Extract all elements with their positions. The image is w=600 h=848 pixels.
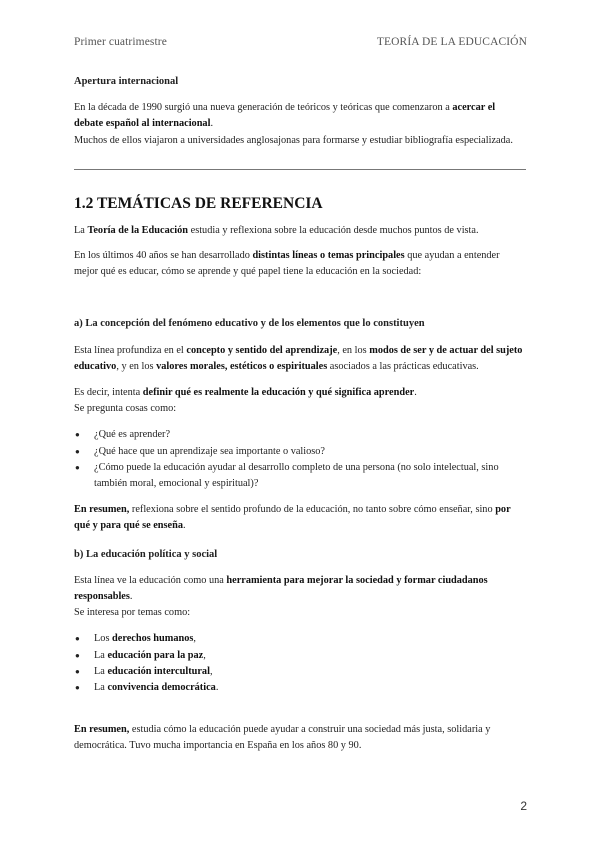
list-item: ● ¿Qué hace que un aprendizaje sea importante o valioso?: [74, 444, 526, 460]
sub-b-paragraph-1: Esta línea ve la educación como una herramienta para mejorar la sociedad y formar ciudadanos responsables.: [74, 574, 488, 603]
list-item: ● La educación intercultural,: [74, 664, 526, 680]
sub-a-paragraph-2: Es decir, intenta definir qué es realmente la educación y qué significa aprender.: [74, 387, 417, 399]
sub-a-question-list: [74, 427, 526, 492]
section-divider: [74, 169, 526, 170]
sub-b-topic-list: [74, 631, 526, 696]
apertura-heading: Apertura internacional: [74, 76, 179, 87]
apertura-paragraph-2: Muchos de ellos viajaron a universidades anglosajonas para formarse y estudiar bibliografía especializada.: [74, 134, 513, 146]
list-item: ● La educación para la paz,: [74, 648, 526, 664]
page-number: 2: [520, 799, 527, 813]
section-intro-1: La Teoría de la Educación estudia y reflexiona sobre la educación desde muchos puntos de vista.: [74, 224, 479, 236]
header-right: TEORÍA DE LA EDUCACIÓN: [376, 36, 527, 48]
list-item: ● La convivencia democrática.: [74, 680, 526, 696]
sub-b-heading: b) La educación política y social: [74, 548, 218, 560]
section-intro-2: En los últimos 40 años se han desarrollado distintas líneas o temas principales que ayudan a entender mejor qué es educar, cómo se aprende y qué papel tiene la educación en la sociedad:: [74, 250, 500, 278]
sub-a-heading: a) La concepción del fenómeno educativo y de los elementos que lo constituyen: [74, 318, 425, 330]
list-item: ● ¿Qué es aprender?: [74, 427, 526, 443]
sub-a-paragraph-3: Se pregunta cosas como:: [74, 403, 177, 415]
page-content: [74, 74, 526, 755]
sub-b-paragraph-2: Se interesa por temas como:: [74, 607, 191, 619]
list-item: ● ¿Cómo puede la educación ayudar al desarrollo completo de una persona (no solo intelectual, sino también moral, emocional y espiritual)?: [74, 460, 526, 492]
list-item: ● Los derechos humanos,: [74, 631, 526, 647]
sub-b-summary: En resumen, estudia cómo la educación puede ayudar a construir una sociedad más justa, solidaria y democrática. Tuvo mucha importancia en España en los años 80 y 90.: [74, 724, 491, 752]
sub-a-paragraph-1: Esta línea profundiza en el concepto y sentido del aprendizaje, en los modos de ser y de actuar del sujeto educativo, y en los valores morales, estéticos o espirituales asociados a las prácticas educativas.: [74, 344, 523, 372]
apertura-paragraph-1: En la década de 1990 surgió una nueva generación de teóricos y teóricas que comenzaron a acercar el debate español al internacional.: [74, 102, 496, 130]
header-left: Primer cuatrimestre: [74, 36, 167, 48]
sub-a-summary: En resumen, reflexiona sobre el sentido profundo de la educación, no tanto sobre cómo enseñar, sino por qué y para qué se enseña.: [74, 504, 511, 532]
section-title: 1.2 TEMÁTICAS DE REFERENCIA: [74, 194, 323, 212]
